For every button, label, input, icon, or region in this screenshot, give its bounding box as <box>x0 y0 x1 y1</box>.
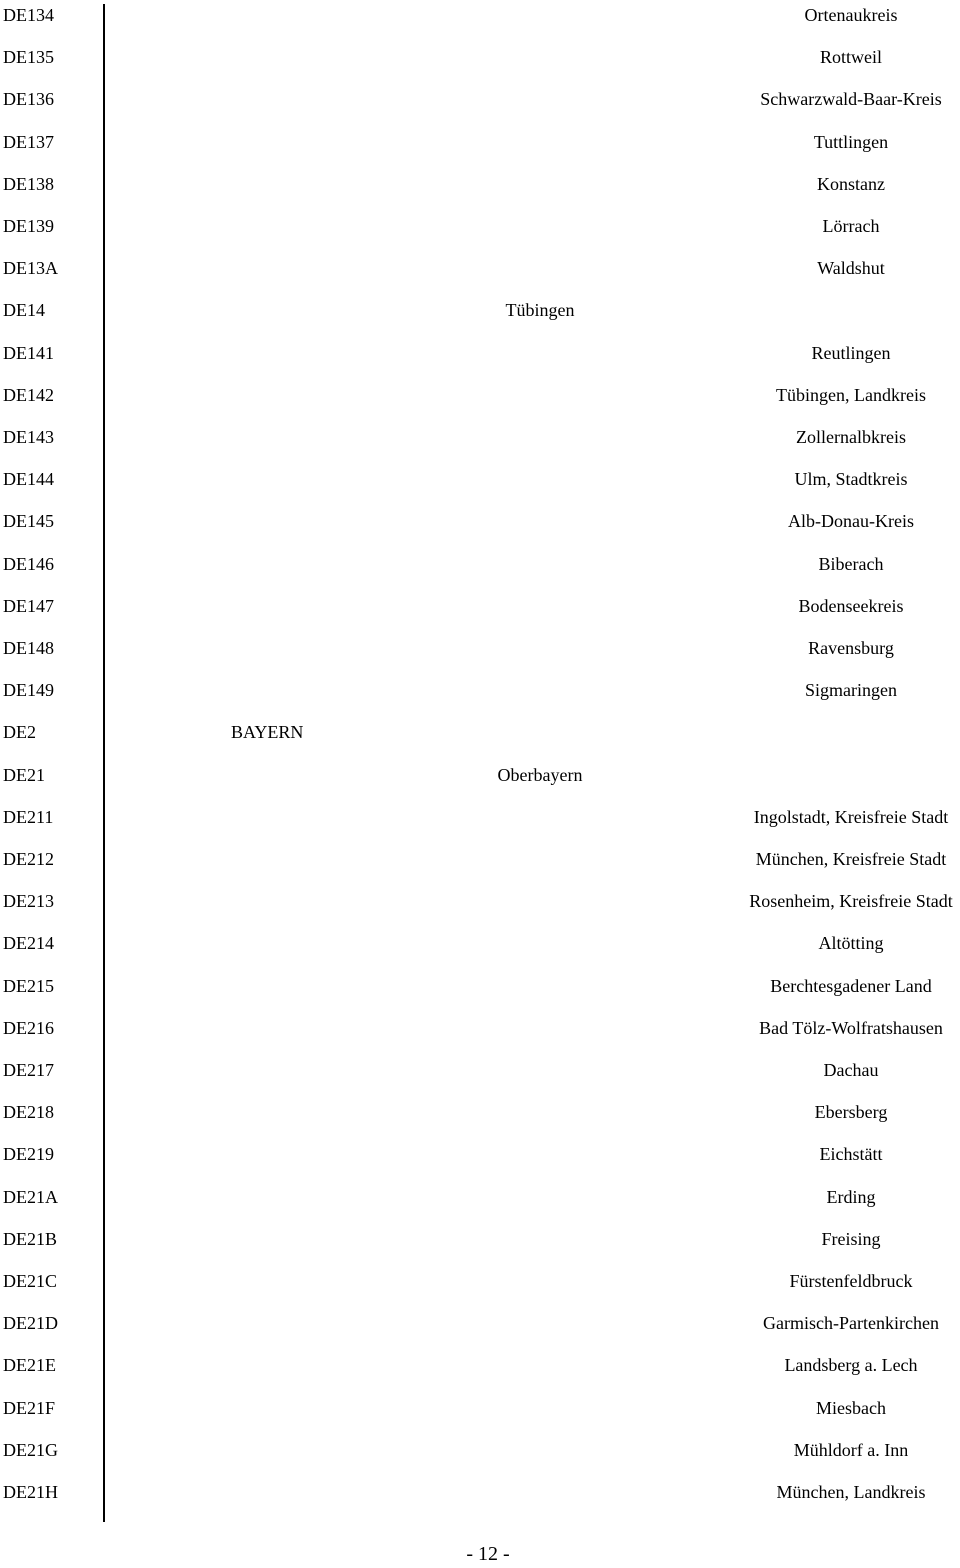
region-code: DE218 <box>3 1102 54 1123</box>
region-level3-name: Alb-Donau-Kreis <box>788 511 914 532</box>
table-row <box>0 1267 960 1309</box>
region-code: DE138 <box>3 173 54 194</box>
region-level3-name: Fürstenfeldbruck <box>789 1271 913 1291</box>
region-level3-name: Lörrach <box>822 216 880 236</box>
region-code: DE134 <box>3 5 54 25</box>
region-level3-name: Schwarzwald-Baar-Kreis <box>760 89 942 110</box>
table-row <box>0 845 960 887</box>
table-row <box>0 339 960 381</box>
region-level3-name: Ingolstadt, Kreisfreie Stadt <box>753 806 949 827</box>
region-code: DE137 <box>3 131 54 152</box>
table-row <box>0 718 960 760</box>
table-row <box>0 1225 960 1267</box>
table-row <box>0 1183 960 1225</box>
table-row <box>0 43 960 85</box>
region-code: DE145 <box>3 511 54 532</box>
table-row <box>0 423 960 465</box>
table-row <box>0 1478 960 1520</box>
region-code: DE21E <box>3 1355 56 1376</box>
table-row <box>0 1056 960 1098</box>
region-code: DE141 <box>3 342 54 363</box>
region-level3-name: Landsberg a. Lech <box>784 1355 918 1376</box>
table-row <box>0 1436 960 1478</box>
table-row <box>0 887 960 929</box>
region-level3-name: Eichstätt <box>819 1144 883 1165</box>
table-row <box>0 381 960 423</box>
region-level3-name: Tübingen, Landkreis <box>776 384 926 405</box>
table-row <box>0 128 960 170</box>
region-level3-name: Rottweil <box>820 47 882 68</box>
region-code: DE212 <box>3 849 54 869</box>
table-row <box>0 550 960 592</box>
table-row <box>0 1351 960 1393</box>
region-level2-name: Tübingen <box>505 300 575 321</box>
region-code: DE139 <box>3 216 54 236</box>
region-code: DE213 <box>3 891 54 912</box>
table-row <box>0 212 960 254</box>
region-code: DE21A <box>3 1186 58 1207</box>
region-code: DE21D <box>3 1313 58 1334</box>
table-row <box>0 1 960 43</box>
table-row <box>0 170 960 212</box>
table-row <box>0 676 960 718</box>
table-row <box>0 507 960 549</box>
region-code: DE215 <box>3 975 54 996</box>
region-level3-name: Bodenseekreis <box>798 595 904 616</box>
region-level1-name: BAYERN <box>231 722 304 743</box>
region-level3-name: Sigmaringen <box>805 680 897 701</box>
region-level3-name: Freising <box>821 1228 881 1249</box>
region-level3-name: Ortenaukreis <box>804 5 898 25</box>
region-code: DE14 <box>3 300 45 321</box>
table-row <box>0 254 960 296</box>
region-code: DE211 <box>3 806 54 827</box>
region-code: DE142 <box>3 384 54 405</box>
region-level3-name: München, Kreisfreie Stadt <box>755 849 947 869</box>
region-level3-name: Biberach <box>818 553 884 574</box>
region-code: DE214 <box>3 933 54 954</box>
region-level3-name: Erding <box>826 1186 876 1207</box>
region-level3-name: Rosenheim, Kreisfreie Stadt <box>749 891 953 912</box>
region-level3-name: Ulm, Stadtkreis <box>794 469 908 490</box>
region-level3-name: Waldshut <box>817 258 885 279</box>
region-level3-name: Bad Tölz-Wolfratshausen <box>759 1017 943 1038</box>
table-row <box>0 592 960 634</box>
region-code: DE136 <box>3 89 54 110</box>
region-level3-name: Dachau <box>823 1060 879 1080</box>
table-row <box>0 1309 960 1351</box>
region-level3-name: Konstanz <box>817 173 885 194</box>
region-code: DE217 <box>3 1060 54 1080</box>
region-code: DE219 <box>3 1144 54 1165</box>
region-code: DE148 <box>3 638 54 658</box>
region-code: DE143 <box>3 427 54 447</box>
table-row <box>0 465 960 507</box>
region-code: DE21 <box>3 764 45 785</box>
region-code: DE13A <box>3 258 58 279</box>
region-level3-name: Ravensburg <box>808 638 894 658</box>
region-level3-name: München, Landkreis <box>776 1482 926 1502</box>
region-code: DE21F <box>3 1397 56 1418</box>
region-level2-name: Oberbayern <box>497 764 583 785</box>
region-code: DE2 <box>3 722 36 743</box>
region-level3-name: Miesbach <box>816 1397 886 1418</box>
region-code: DE216 <box>3 1017 54 1038</box>
table-row <box>0 929 960 971</box>
table-row <box>0 85 960 127</box>
region-code: DE21H <box>3 1482 58 1502</box>
region-code: DE21G <box>3 1439 58 1460</box>
table-row <box>0 1098 960 1140</box>
region-code: DE144 <box>3 469 54 490</box>
region-code: DE149 <box>3 680 54 701</box>
region-code: DE21C <box>3 1271 57 1291</box>
table-row <box>0 1014 960 1056</box>
table-row <box>0 296 960 338</box>
table-row <box>0 972 960 1014</box>
region-level3-name: Mühldorf a. Inn <box>793 1439 909 1460</box>
page-number: - 12 - <box>466 1543 510 1565</box>
table-row <box>0 634 960 676</box>
region-level3-name: Altötting <box>818 933 884 954</box>
table-row <box>0 761 960 803</box>
table-row <box>0 1140 960 1182</box>
region-code: DE135 <box>3 47 54 68</box>
region-level3-name: Ebersberg <box>814 1102 888 1123</box>
region-level3-name: Reutlingen <box>811 342 891 363</box>
region-level3-name: Garmisch-Partenkirchen <box>763 1313 939 1334</box>
region-code: DE147 <box>3 595 54 616</box>
region-code: DE146 <box>3 553 54 574</box>
region-level3-name: Tuttlingen <box>813 131 889 152</box>
region-level3-name: Berchtesgadener Land <box>770 975 932 996</box>
region-code: DE21B <box>3 1228 57 1249</box>
region-level3-name: Zollernalbkreis <box>796 427 906 447</box>
table-row <box>0 1394 960 1436</box>
table-row <box>0 803 960 845</box>
